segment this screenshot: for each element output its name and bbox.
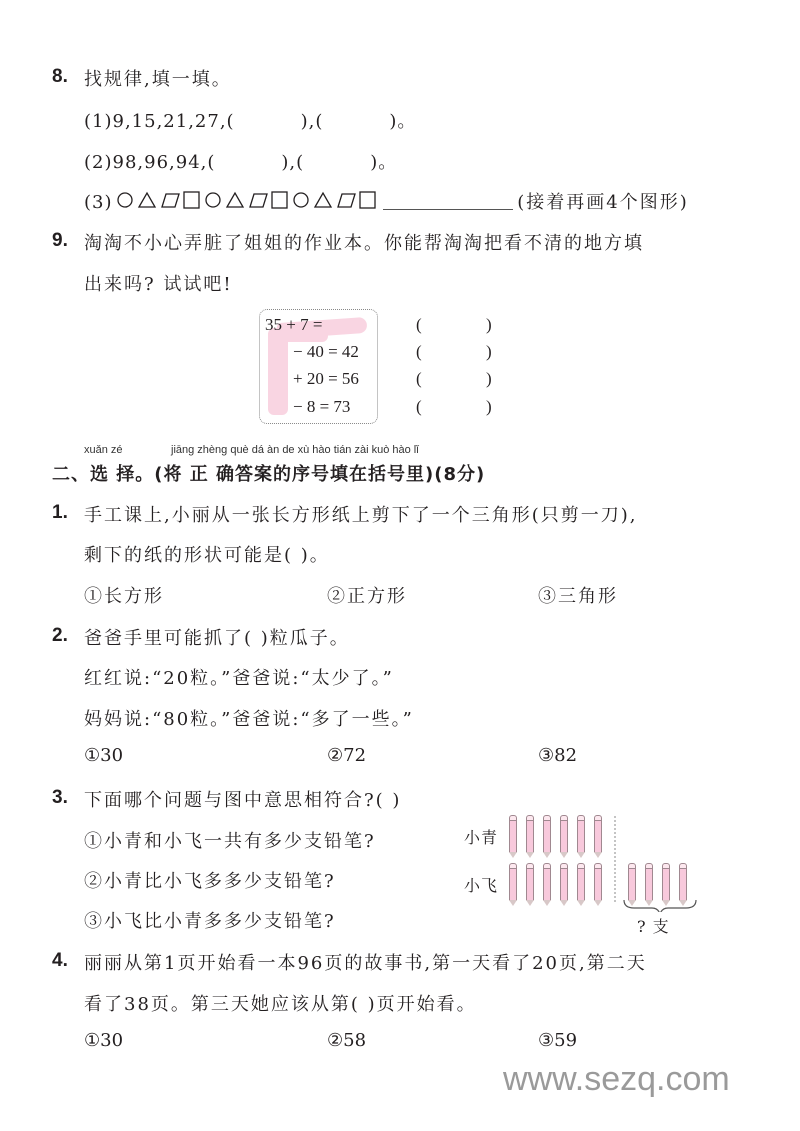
item-2-sequence: (2)98,96,94,( xyxy=(84,152,216,173)
separator: ),( xyxy=(300,111,324,132)
choice-3-line-1: 下面哪个问题与图中意思相符合?( ) xyxy=(84,790,402,811)
pencil-icon xyxy=(509,863,517,907)
item-3-hint: (接着再画4个图形) xyxy=(517,192,689,213)
answer-blanks-column[interactable] xyxy=(430,315,482,423)
pencil-icon xyxy=(526,863,534,907)
pencil-icon xyxy=(526,815,534,859)
row-label-xiaoqing: 小青 xyxy=(464,828,499,847)
answer-paren-open: ( xyxy=(416,315,422,334)
separator: ),( xyxy=(281,152,305,173)
answer-paren-close: ) xyxy=(486,397,492,416)
answer-paren-close: ) xyxy=(486,342,492,361)
divider-and-brace-icon xyxy=(610,812,710,912)
choice-4-option-1[interactable]: ①30 xyxy=(84,1030,124,1051)
choice-2-line-3: 妈妈说:“80粒。”爸爸说:“多了一些。” xyxy=(84,709,414,730)
closing: )。 xyxy=(370,152,398,173)
pencil-icon xyxy=(594,815,602,859)
choice-4-option-2[interactable]: ②58 xyxy=(327,1030,367,1051)
choice-1-option-1[interactable]: ①长方形 xyxy=(84,586,164,607)
pinyin-xuanze: xuǎn zé xyxy=(84,444,123,456)
choice-2-line-1: 爸爸手里可能抓了( )粒瓜子。 xyxy=(84,628,350,649)
choice-3-option-2[interactable]: ②小青比小飞多多少支铅笔? xyxy=(84,871,336,892)
answer-paren-close: ) xyxy=(486,369,492,388)
question-8-item-1 xyxy=(84,107,416,133)
item-3-label: (3) xyxy=(84,192,113,213)
choice-1-option-2[interactable]: ②正方形 xyxy=(327,586,407,607)
choice-4-line-1: 丽丽从第1页开始看一本96页的故事书,第一天看了20页,第二天 xyxy=(84,953,647,974)
equation-1: 35 + 7 = xyxy=(265,315,323,334)
choice-4-line-2: 看了38页。第三天她应该从第( )页开始看。 xyxy=(84,994,477,1015)
question-9-number: 9. xyxy=(52,230,68,251)
brace-label: ? 支 xyxy=(637,917,670,936)
equation-4: − 8 = 73 xyxy=(293,397,351,416)
choice-2-line-2: 红红说:“20粒。”爸爸说:“太少了。” xyxy=(84,668,394,689)
answer-paren-open: ( xyxy=(416,369,422,388)
choice-3-option-1[interactable]: ①小青和小飞一共有多少支铅笔? xyxy=(84,831,376,852)
choice-1-line-2: 剩下的纸的形状可能是( )。 xyxy=(84,545,330,566)
question-8-item-3 xyxy=(84,188,689,214)
pencil-icon xyxy=(509,815,517,859)
pencil-icon xyxy=(543,863,551,907)
equation-3: + 20 = 56 xyxy=(293,369,359,388)
shape-sequence-icon xyxy=(115,190,405,210)
pencil-icon xyxy=(577,815,585,859)
question-8-title: 找规律,填一填。 xyxy=(84,69,232,90)
pencil-icon xyxy=(560,815,568,859)
answer-paren-open: ( xyxy=(416,397,422,416)
pink-smudge xyxy=(268,330,288,415)
answer-paren-open: ( xyxy=(416,342,422,361)
choice-2-option-3[interactable]: ③82 xyxy=(538,745,578,766)
choice-1-line-1: 手工课上,小丽从一张长方形纸上剪下了一个三角形(只剪一刀), xyxy=(84,505,638,526)
answer-paren-close: ) xyxy=(486,315,492,334)
row-label-xiaofei: 小飞 xyxy=(464,876,499,895)
item-1-sequence: (1)9,15,21,27,( xyxy=(84,111,235,132)
question-9-line-1: 淘淘不小心弄脏了姐姐的作业本。你能帮淘淘把看不清的地方填 xyxy=(84,233,644,254)
question-8-item-2 xyxy=(84,148,397,174)
draw-answer-line[interactable] xyxy=(383,208,513,210)
pencil-icon xyxy=(594,863,602,907)
closing: )。 xyxy=(389,111,417,132)
choice-4-option-3[interactable]: ③59 xyxy=(538,1030,578,1051)
choice-2-number: 2. xyxy=(52,625,68,646)
pinyin-instruction: jiāng zhèng què dá àn de xù hào tián zài kuò hào lǐ xyxy=(171,444,419,456)
question-8-number: 8. xyxy=(52,66,68,87)
choice-4-number: 4. xyxy=(52,950,68,971)
choice-3-option-3[interactable]: ③小飞比小青多多少支铅笔? xyxy=(84,911,336,932)
pencil-icon xyxy=(543,815,551,859)
watermark: www.sezq.com xyxy=(503,1060,730,1098)
choice-2-option-2[interactable]: ②72 xyxy=(327,745,367,766)
equation-2: − 40 = 42 xyxy=(293,342,359,361)
pencil-icon xyxy=(560,863,568,907)
section-title: 二、选 择。(将 正 确答案的序号填在括号里)(8分) xyxy=(52,464,486,485)
pencil-icon xyxy=(577,863,585,907)
choice-1-option-3[interactable]: ③三角形 xyxy=(538,586,618,607)
choice-1-number: 1. xyxy=(52,502,68,523)
choice-3-number: 3. xyxy=(52,787,68,808)
question-9-line-2: 出来吗? 试试吧! xyxy=(84,274,233,295)
choice-2-option-1[interactable]: ①30 xyxy=(84,745,124,766)
